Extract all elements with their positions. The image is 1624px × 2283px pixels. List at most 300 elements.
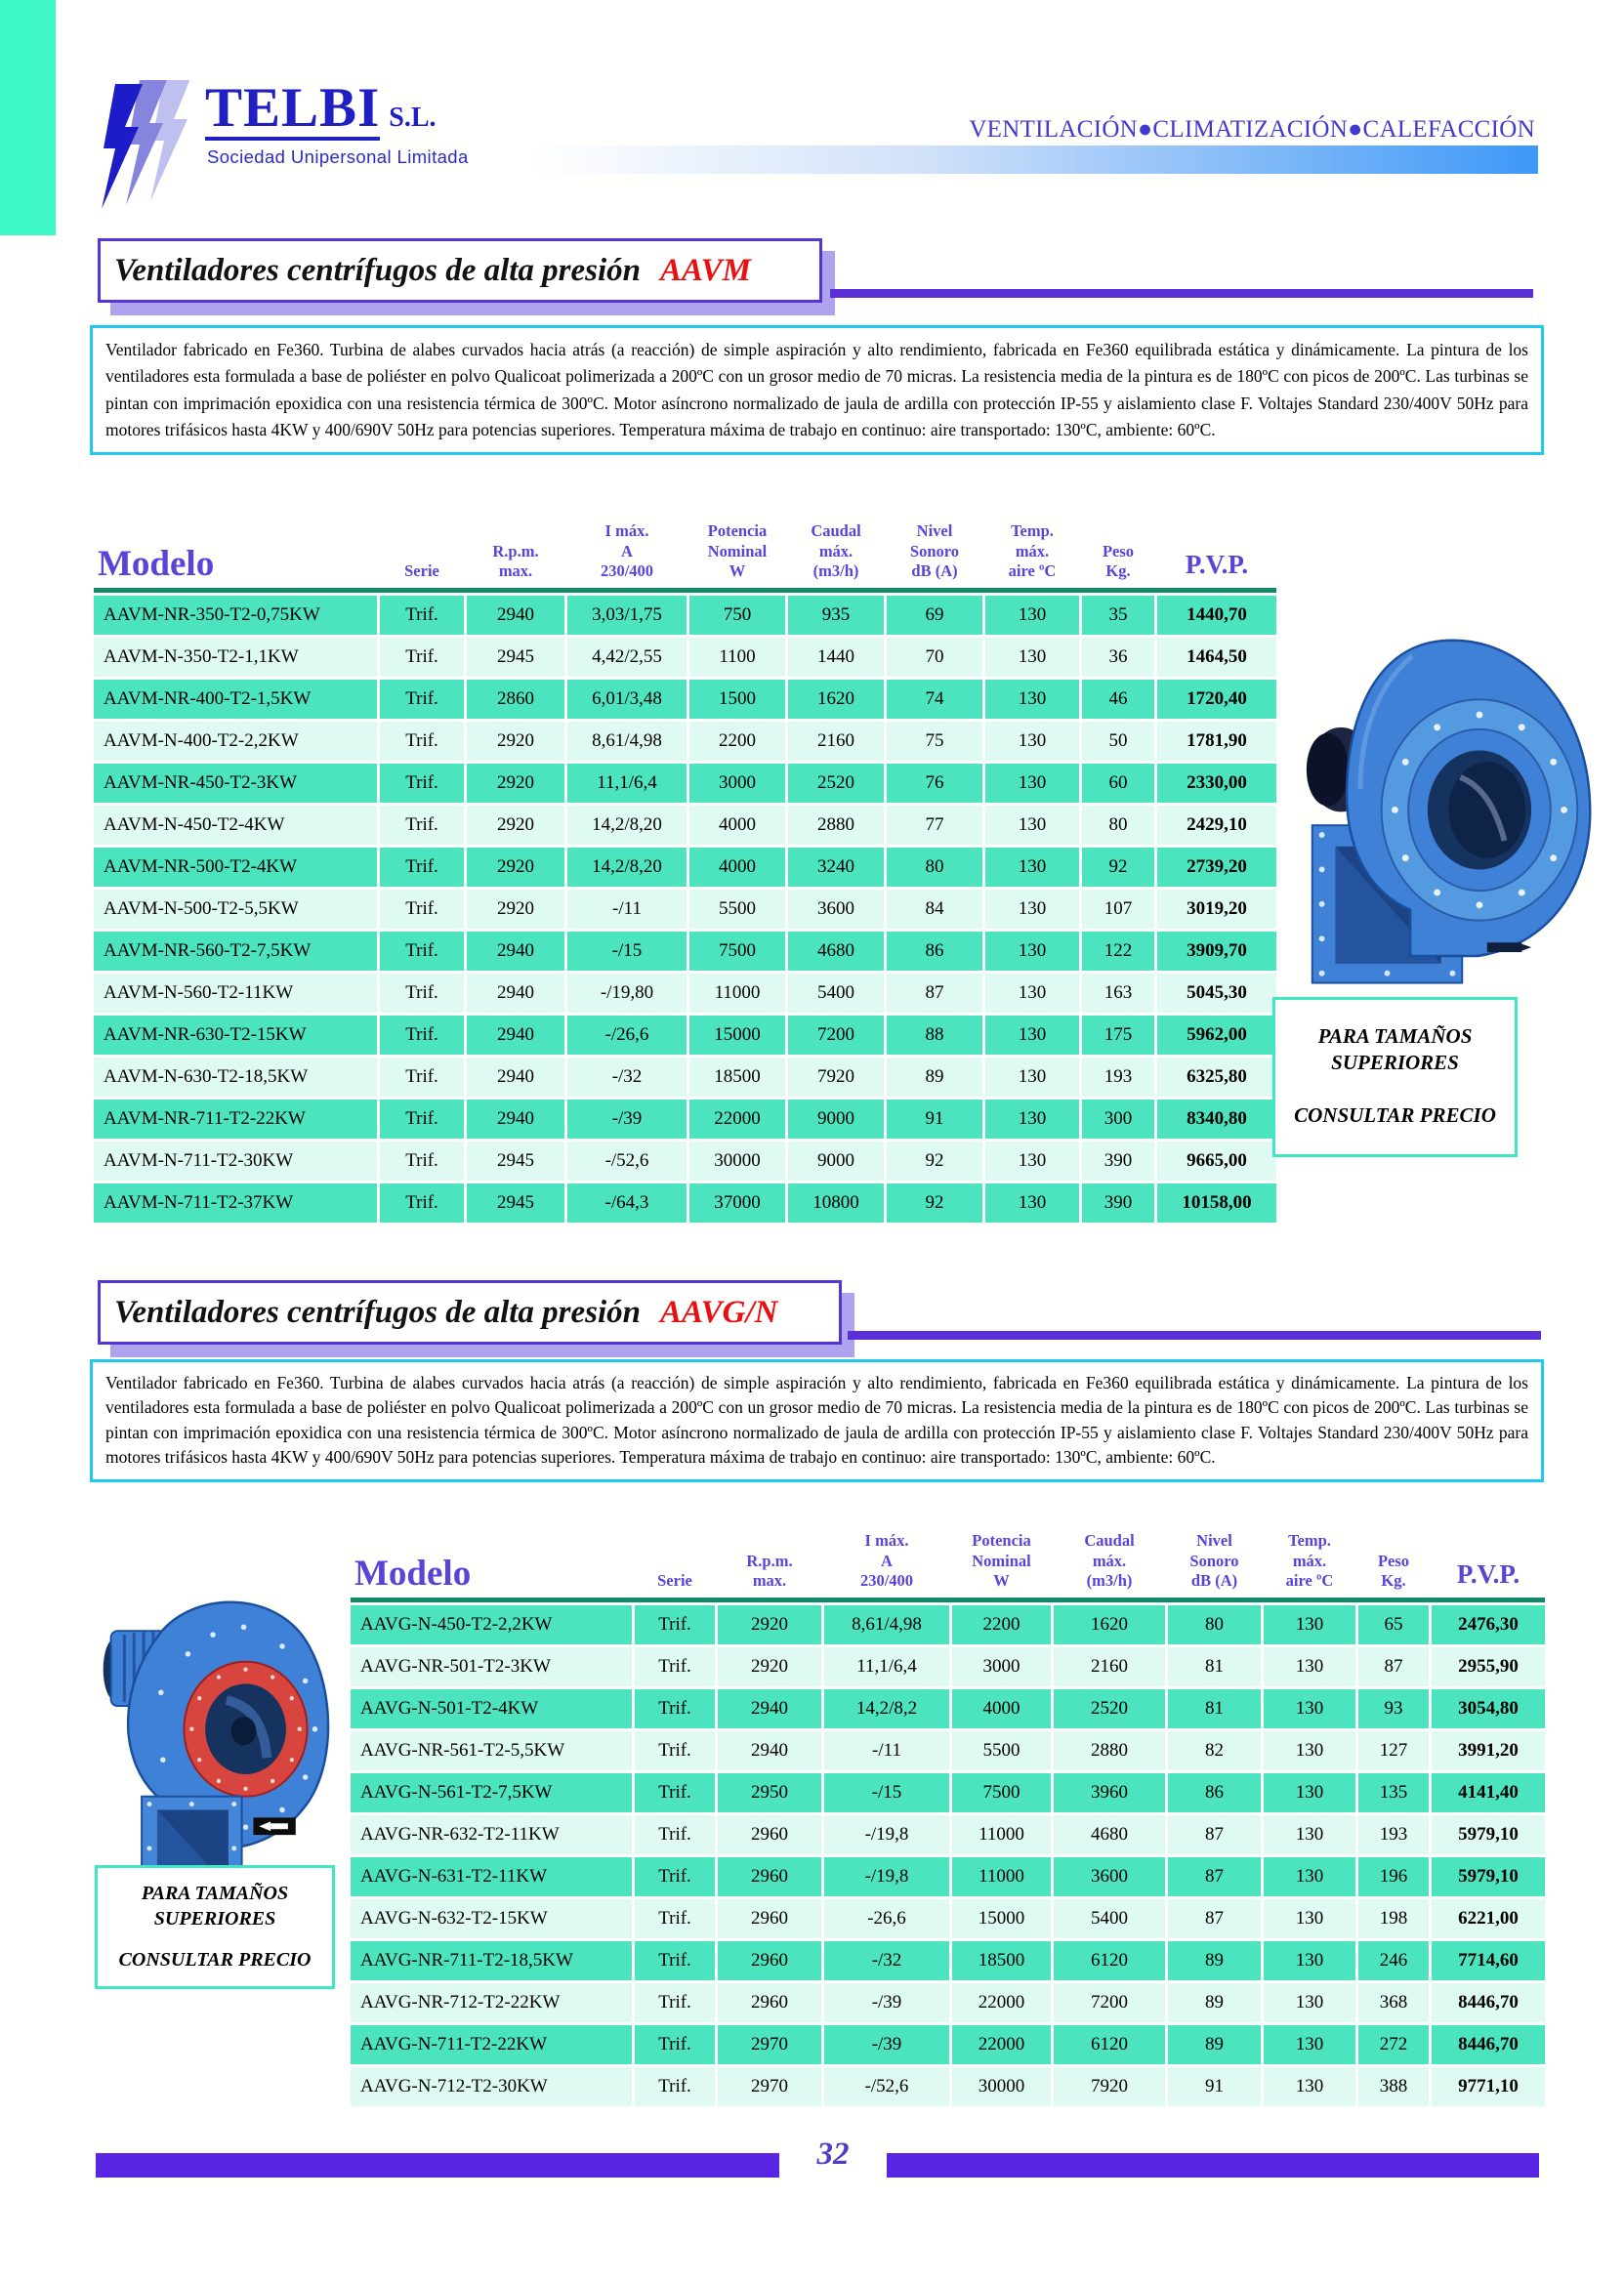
table-cell: 388 [1358, 2067, 1429, 2106]
table-row [94, 848, 1276, 887]
table-cell: 86 [1168, 1773, 1261, 1812]
table-row [351, 1731, 1545, 1770]
table-cell: 1464,50 [1157, 638, 1276, 677]
table-cell: 1100 [689, 638, 785, 677]
table-row [94, 890, 1276, 929]
table-cell: AAVG-NR-711-T2-18,5KW [351, 1941, 632, 1980]
table-cell: 130 [985, 680, 1079, 719]
table-cell: 246 [1358, 1941, 1429, 1980]
table-body [351, 1605, 1545, 2106]
table-cell: -/39 [824, 1983, 949, 2022]
table-cell: 18500 [689, 1058, 785, 1097]
table-cell: 2920 [467, 890, 564, 929]
product-table-aavm [94, 500, 1276, 1225]
table-row [351, 1941, 1545, 1980]
table-row [94, 806, 1276, 845]
table-cell: 92 [887, 1142, 982, 1181]
table-cell: 4000 [689, 848, 785, 887]
table-cell: -/32 [824, 1941, 949, 1980]
table-cell: 89 [887, 1058, 982, 1097]
table-cell: 2960 [718, 1857, 821, 1896]
column-header: Caudal máx. (m3/h) [1084, 1531, 1135, 1591]
table-cell: 300 [1082, 1100, 1154, 1139]
table-cell: Trif. [380, 638, 464, 677]
table-cell: -/26,6 [567, 1016, 687, 1055]
table-row [94, 1100, 1276, 1139]
table-cell: 46 [1082, 680, 1154, 719]
table-cell: 130 [1264, 1773, 1355, 1812]
table-cell: 6,01/3,48 [567, 680, 687, 719]
table-cell: AAVG-NR-632-T2-11KW [351, 1815, 632, 1854]
table-cell: 3600 [788, 890, 884, 929]
table-cell: Trif. [635, 2067, 715, 2106]
table-cell: 8,61/4,98 [824, 1605, 949, 1644]
table-row [351, 1647, 1545, 1686]
table-cell: -/32 [567, 1058, 687, 1097]
table-cell: 130 [1264, 1941, 1355, 1980]
table-cell: 272 [1358, 2025, 1429, 2064]
table-cell: 2880 [1054, 1731, 1165, 1770]
table-row [94, 722, 1276, 761]
table-cell: 8446,70 [1432, 2025, 1545, 2064]
table-row [94, 974, 1276, 1013]
table-cell: 4680 [1054, 1815, 1165, 1854]
table-row [94, 1183, 1276, 1223]
table-cell: 2940 [467, 596, 564, 635]
table-cell: 11000 [952, 1815, 1051, 1854]
table-cell: 175 [1082, 1016, 1154, 1055]
table-cell: 74 [887, 680, 982, 719]
table-cell: Trif. [380, 722, 464, 761]
section-title: Ventiladores centrífugos de alta presión [114, 252, 642, 288]
table-cell: 2940 [467, 1100, 564, 1139]
table-cell: AAVM-N-450-T2-4KW [94, 806, 377, 845]
table-cell: 2960 [718, 1815, 821, 1854]
note-line: SUPERIORES [153, 1908, 276, 1930]
column-header: Temp. máx. aire ºC [1285, 1531, 1334, 1591]
table-cell: 3960 [1054, 1773, 1165, 1812]
table-cell: 88 [887, 1016, 982, 1055]
note-line: CONSULTAR PRECIO [1294, 1102, 1496, 1127]
table-cell: 3909,70 [1157, 932, 1276, 971]
table-cell: 2960 [718, 1983, 821, 2022]
table-cell: -/39 [567, 1100, 687, 1139]
table-cell: 18500 [952, 1941, 1051, 1980]
page-number: 32 [816, 2137, 850, 2172]
table-cell: 390 [1082, 1142, 1154, 1181]
table-cell: 87 [1168, 1857, 1261, 1896]
table-row [94, 932, 1276, 971]
table-cell: AAVG-N-631-T2-11KW [351, 1857, 632, 1896]
table-cell: 5045,30 [1157, 974, 1276, 1013]
table-cell: 2520 [788, 764, 884, 803]
table-cell: 1620 [788, 680, 884, 719]
table-cell: 130 [1264, 1605, 1355, 1644]
table-cell: 2920 [467, 764, 564, 803]
table-cell: AAVM-NR-500-T2-4KW [94, 848, 377, 887]
table-row [351, 1815, 1545, 1854]
table-cell: 8446,70 [1432, 1983, 1545, 2022]
table-cell: 5962,00 [1157, 1016, 1276, 1055]
table-cell: 35 [1082, 596, 1154, 635]
table-cell: 80 [1168, 1605, 1261, 1644]
brand-name: TELBI [205, 77, 381, 139]
table-cell: 37000 [689, 1183, 785, 1223]
table-cell: 368 [1358, 1983, 1429, 2022]
table-cell: 14,2/8,2 [824, 1689, 949, 1728]
table-cell: AAVG-NR-712-T2-22KW [351, 1983, 632, 2022]
section-title-box-aavm [98, 238, 822, 303]
table-cell: -/15 [567, 932, 687, 971]
table-cell: Trif. [635, 1689, 715, 1728]
table-cell: 130 [985, 848, 1079, 887]
table-cell: 2330,00 [1157, 764, 1276, 803]
table-cell: Trif. [635, 2025, 715, 2064]
table-cell: 193 [1358, 1815, 1429, 1854]
column-header: Modelo [98, 544, 215, 584]
table-cell: Trif. [380, 932, 464, 971]
table-cell: 7500 [689, 932, 785, 971]
table-cell: 22000 [952, 2025, 1051, 2064]
column-header: Potencia Nominal W [707, 521, 768, 581]
table-cell: 130 [985, 1058, 1079, 1097]
table-cell: Trif. [635, 1731, 715, 1770]
table-cell: 130 [985, 890, 1079, 929]
table-cell: Trif. [380, 848, 464, 887]
table-row [94, 638, 1276, 677]
table-cell: 4,42/2,55 [567, 638, 687, 677]
table-cell: AAVM-NR-711-T2-22KW [94, 1100, 377, 1139]
table-cell: 3019,20 [1157, 890, 1276, 929]
table-cell: 135 [1358, 1773, 1429, 1812]
table-cell: -/19,80 [567, 974, 687, 1013]
table-cell: 5979,10 [1432, 1857, 1545, 1896]
table-cell: 130 [1264, 1983, 1355, 2022]
table-cell: 2945 [467, 1142, 564, 1181]
section-title: Ventiladores centrífugos de alta presión [114, 1294, 642, 1330]
table-cell: 2970 [718, 2025, 821, 2064]
table-cell: 7920 [1054, 2067, 1165, 2106]
table-cell: 1720,40 [1157, 680, 1276, 719]
table-cell: 2520 [1054, 1689, 1165, 1728]
column-header: Peso Kg. [1377, 1551, 1410, 1591]
table-cell: 3600 [1054, 1857, 1165, 1896]
table-cell: -/52,6 [567, 1142, 687, 1181]
table-cell: AAVM-N-711-T2-37KW [94, 1183, 377, 1223]
table-cell: 3991,20 [1432, 1731, 1545, 1770]
table-cell: 22000 [689, 1100, 785, 1139]
table-cell: 130 [1264, 2067, 1355, 2106]
header-tagline: VENTILACIÓN●CLIMATIZACIÓN●CALEFACCIÓN [969, 116, 1535, 143]
fan-image-aavm [1299, 625, 1597, 991]
table-cell: -/64,3 [567, 1183, 687, 1223]
table-cell: 2970 [718, 2067, 821, 2106]
table-cell: 130 [1264, 1731, 1355, 1770]
table-cell: 2955,90 [1432, 1647, 1545, 1686]
table-cell: 81 [1168, 1689, 1261, 1728]
table-cell: 11000 [952, 1857, 1051, 1896]
table-cell: 2920 [467, 806, 564, 845]
column-header: Temp. máx. aire ºC [1008, 521, 1057, 581]
table-cell: 77 [887, 806, 982, 845]
table-cell: 127 [1358, 1731, 1429, 1770]
table-cell: AAVM-NR-630-T2-15KW [94, 1016, 377, 1055]
table-row [94, 596, 1276, 635]
table-row [94, 764, 1276, 803]
table-cell: 1781,90 [1157, 722, 1276, 761]
table-cell: 69 [887, 596, 982, 635]
table-cell: 87 [1168, 1815, 1261, 1854]
section-title-box-aavgn [98, 1280, 842, 1345]
table-cell: 3000 [952, 1647, 1051, 1686]
table-cell: Trif. [380, 1142, 464, 1181]
table-cell: 36 [1082, 638, 1154, 677]
table-cell: 130 [1264, 1815, 1355, 1854]
note-spacer [98, 1931, 332, 1947]
table-cell: 76 [887, 764, 982, 803]
header-gradient-bar [532, 145, 1538, 174]
table-cell: 91 [1168, 2067, 1261, 2106]
table-cell: 7920 [788, 1058, 884, 1097]
section-code: AAVM [660, 252, 751, 288]
table-cell: 6221,00 [1432, 1899, 1545, 1938]
table-cell: 80 [1082, 806, 1154, 845]
table-cell: 2200 [952, 1605, 1051, 1644]
table-cell: Trif. [635, 1899, 715, 1938]
table-cell: -/39 [824, 2025, 949, 2064]
footer-bar-left [96, 2153, 779, 2178]
table-cell: 87 [887, 974, 982, 1013]
table-cell: 2940 [718, 1689, 821, 1728]
telbi-logo [86, 78, 574, 210]
table-cell: 4141,40 [1432, 1773, 1545, 1812]
table-cell: 6120 [1054, 1941, 1165, 1980]
table-cell: 130 [985, 932, 1079, 971]
table-cell: 70 [887, 638, 982, 677]
note-spacer [1275, 1077, 1515, 1102]
table-cell: 130 [985, 1142, 1079, 1181]
table-row [351, 1899, 1545, 1938]
table-cell: 11,1/6,4 [824, 1647, 949, 1686]
table-cell: 10800 [788, 1183, 884, 1223]
table-cell: 86 [887, 932, 982, 971]
table-cell: 8340,80 [1157, 1100, 1276, 1139]
table-cell: AAVM-N-350-T2-1,1KW [94, 638, 377, 677]
table-cell: 2880 [788, 806, 884, 845]
section-code: AAVG/N [660, 1294, 778, 1330]
table-cell: 130 [1264, 1857, 1355, 1896]
table-row [94, 1058, 1276, 1097]
table-cell: 2940 [467, 1016, 564, 1055]
table-cell: 3,03/1,75 [567, 596, 687, 635]
table-cell: 130 [985, 974, 1079, 1013]
table-cell: 2920 [718, 1647, 821, 1686]
table-cell: 81 [1168, 1647, 1261, 1686]
table-cell: 89 [1168, 1941, 1261, 1980]
table-cell: AAVG-N-711-T2-22KW [351, 2025, 632, 2064]
table-cell: -/19,8 [824, 1815, 949, 1854]
description-box-aavm [90, 325, 1544, 455]
table-cell: 130 [985, 1100, 1079, 1139]
table-cell: 130 [1264, 1689, 1355, 1728]
table-cell: 84 [887, 890, 982, 929]
table-cell: Trif. [380, 890, 464, 929]
table-cell: 11000 [689, 974, 785, 1013]
table-cell: 130 [985, 596, 1079, 635]
table-cell: 9000 [788, 1142, 884, 1181]
table-cell: 2476,30 [1432, 1605, 1545, 1644]
table-cell: 3000 [689, 764, 785, 803]
note-line: PARA TAMAÑOS [141, 1883, 289, 1904]
table-cell: 30000 [952, 2067, 1051, 2106]
table-cell: Trif. [380, 1016, 464, 1055]
note-line: SUPERIORES [1331, 1051, 1459, 1075]
note-line: PARA TAMAÑOS [1317, 1024, 1473, 1048]
table-cell: Trif. [635, 1857, 715, 1896]
table-cell: AAVG-N-712-T2-30KW [351, 2067, 632, 2106]
table-cell: 14,2/8,20 [567, 848, 687, 887]
table-cell: 50 [1082, 722, 1154, 761]
table-cell: AAVM-NR-350-T2-0,75KW [94, 596, 377, 635]
brand-subtitle: Sociedad Unipersonal Limitada [207, 146, 469, 167]
table-row [351, 1983, 1545, 2022]
table-cell: 5500 [952, 1731, 1051, 1770]
description-text: Ventilador fabricado en Fe360. Turbina de alabes curvados hacia atrás (a reacción) de simple aspiración y alto rendimiento, fabricada en Fe360 equilibrada estática y dinámicamente. La pintura de los ventiladores esta formulada a base de poliéster en polvo Qualicoat polimerizada a 200ºC con un grosor medio de 70 micras. La resistencia media de la pintura es de 180ºC con picos de 200ºC. Las turbinas se pintan con imprimación epoxidica con una resistencia térmica de 300ºC. Motor asíncrono normalizado de jaula de ardilla con protección IP-55 y aislamiento clase F. Voltajes Standard 230/400V 50Hz para motores trifásicos hasta 4KW y 400/690V 50Hz para potencias superiores. Temperatura máxima de trabajo en continuo: aire transportado: 130ºC, ambiente: 60ºC. [105, 340, 1528, 439]
table-cell: 4000 [689, 806, 785, 845]
table-cell: 15000 [689, 1016, 785, 1055]
table-row [351, 2067, 1545, 2106]
table-cell: 87 [1168, 1899, 1261, 1938]
table-cell: Trif. [380, 1183, 464, 1223]
table-cell: AAVG-NR-561-T2-5,5KW [351, 1731, 632, 1770]
table-cell: 2429,10 [1157, 806, 1276, 845]
table-cell: 15000 [952, 1899, 1051, 1938]
table-cell: 750 [689, 596, 785, 635]
table-cell: AAVM-NR-450-T2-3KW [94, 764, 377, 803]
column-header: I máx. A 230/400 [600, 521, 654, 581]
column-header: P.V.P. [1185, 550, 1249, 580]
table-cell: 75 [887, 722, 982, 761]
column-header: R.p.m. max. [746, 1551, 793, 1591]
product-table-aavgn [351, 1514, 1545, 2109]
column-header: Caudal máx. (m3/h) [811, 521, 861, 581]
table-cell: 2920 [718, 1605, 821, 1644]
table-cell: 65 [1358, 1605, 1429, 1644]
table-cell: 198 [1358, 1899, 1429, 1938]
table-cell: 5500 [689, 890, 785, 929]
table-cell: 2920 [467, 848, 564, 887]
note-line: CONSULTAR PRECIO [118, 1949, 312, 1971]
table-body [94, 596, 1276, 1223]
title-rule [830, 289, 1533, 298]
column-header: Nivel Sonoro dB (A) [909, 521, 960, 581]
footer-bar-right [887, 2153, 1539, 2178]
table-cell: AAVM-NR-400-T2-1,5KW [94, 680, 377, 719]
table-row [94, 680, 1276, 719]
table-cell: 87 [1358, 1647, 1429, 1686]
table-cell: 9771,10 [1432, 2067, 1545, 2106]
table-cell: 2945 [467, 1183, 564, 1223]
note-box-aavm [1272, 997, 1518, 1157]
table-cell: 2739,20 [1157, 848, 1276, 887]
table-cell: 2950 [718, 1773, 821, 1812]
table-cell: 2940 [467, 932, 564, 971]
brand-line [205, 77, 437, 141]
table-cell: AAVG-NR-501-T2-3KW [351, 1647, 632, 1686]
table-cell: 130 [985, 764, 1079, 803]
table-cell: 22000 [952, 1983, 1051, 2022]
table-cell: 7500 [952, 1773, 1051, 1812]
table-cell: -/11 [824, 1731, 949, 1770]
table-cell: -/52,6 [824, 2067, 949, 2106]
table-cell: 4680 [788, 932, 884, 971]
table-cell: 2160 [1054, 1647, 1165, 1686]
column-header: Nivel Sonoro dB (A) [1189, 1531, 1239, 1591]
table-cell: 9000 [788, 1100, 884, 1139]
table-cell: AAVM-N-711-T2-30KW [94, 1142, 377, 1181]
table-cell: 2160 [788, 722, 884, 761]
table-cell: 7714,60 [1432, 1941, 1545, 1980]
table-cell: 2200 [689, 722, 785, 761]
table-row [351, 2025, 1545, 2064]
table-cell: 89 [1168, 1983, 1261, 2022]
table-cell: 130 [985, 806, 1079, 845]
table-cell: 122 [1082, 932, 1154, 971]
table-cell: Trif. [635, 1815, 715, 1854]
table-cell: Trif. [380, 764, 464, 803]
table-cell: AAVG-N-561-T2-7,5KW [351, 1773, 632, 1812]
column-header: Potencia Nominal W [972, 1531, 1031, 1591]
column-header: P.V.P. [1456, 1559, 1520, 1590]
table-cell: 935 [788, 596, 884, 635]
table-cell: Trif. [635, 1983, 715, 2022]
table-cell: Trif. [635, 1941, 715, 1980]
table-cell: 3240 [788, 848, 884, 887]
table-cell: 2920 [467, 722, 564, 761]
table-cell: AAVM-N-560-T2-11KW [94, 974, 377, 1013]
table-row [351, 1773, 1545, 1812]
table-cell: 130 [1264, 1647, 1355, 1686]
table-cell: 130 [985, 722, 1079, 761]
table-cell: AAVM-NR-560-T2-7,5KW [94, 932, 377, 971]
table-cell: 107 [1082, 890, 1154, 929]
table-cell: Trif. [380, 1100, 464, 1139]
description-text: Ventilador fabricado en Fe360. Turbina de alabes curvados hacia atrás (a reacción) de simple aspiración y alto rendimiento, fabricada en Fe360 equilibrada estática y dinámicamente. La pintura de los ventiladores esta formulada a base de poliéster en polvo Qualicoat polimerizada a 200ºC con un grosor medio de 70 micras. La resistencia media de la pintura es de 180ºC con picos de 200ºC. Las turbinas se pintan con imprimación epoxidica con una resistencia térmica de 300ºC. Motor asíncrono normalizado de jaula de ardilla con protección IP-55 y aislamiento clase F. Voltajes Standard 230/400V 50Hz para motores trifásicos hasta 4KW y 400/690V 50Hz para potencias superiores. Temperatura máxima de trabajo en continuo: aire transportado: 130ºC, ambiente: 60ºC. [105, 1373, 1528, 1468]
table-cell: 7200 [788, 1016, 884, 1055]
table-cell: -26,6 [824, 1899, 949, 1938]
table-cell: AAVM-N-500-T2-5,5KW [94, 890, 377, 929]
table-cell: 2960 [718, 1941, 821, 1980]
table-cell: 1500 [689, 680, 785, 719]
table-cell: 91 [887, 1100, 982, 1139]
table-cell: -/15 [824, 1773, 949, 1812]
column-header: Serie [404, 561, 439, 581]
table-cell: 11,1/6,4 [567, 764, 687, 803]
table-cell: 7200 [1054, 1983, 1165, 2022]
table-cell: AAVM-N-630-T2-18,5KW [94, 1058, 377, 1097]
table-cell: 130 [1264, 2025, 1355, 2064]
table-cell: -/11 [567, 890, 687, 929]
column-header: Modelo [354, 1554, 472, 1594]
table-cell: 2940 [718, 1731, 821, 1770]
title-rule [848, 1331, 1541, 1340]
brand-suffix: S.L. [389, 103, 437, 133]
fan-image-aavgn [98, 1577, 332, 1909]
table-cell: AAVG-N-632-T2-15KW [351, 1899, 632, 1938]
table-cell: 390 [1082, 1183, 1154, 1223]
table-header-row [351, 1514, 1545, 1598]
table-cell: 1440 [788, 638, 884, 677]
